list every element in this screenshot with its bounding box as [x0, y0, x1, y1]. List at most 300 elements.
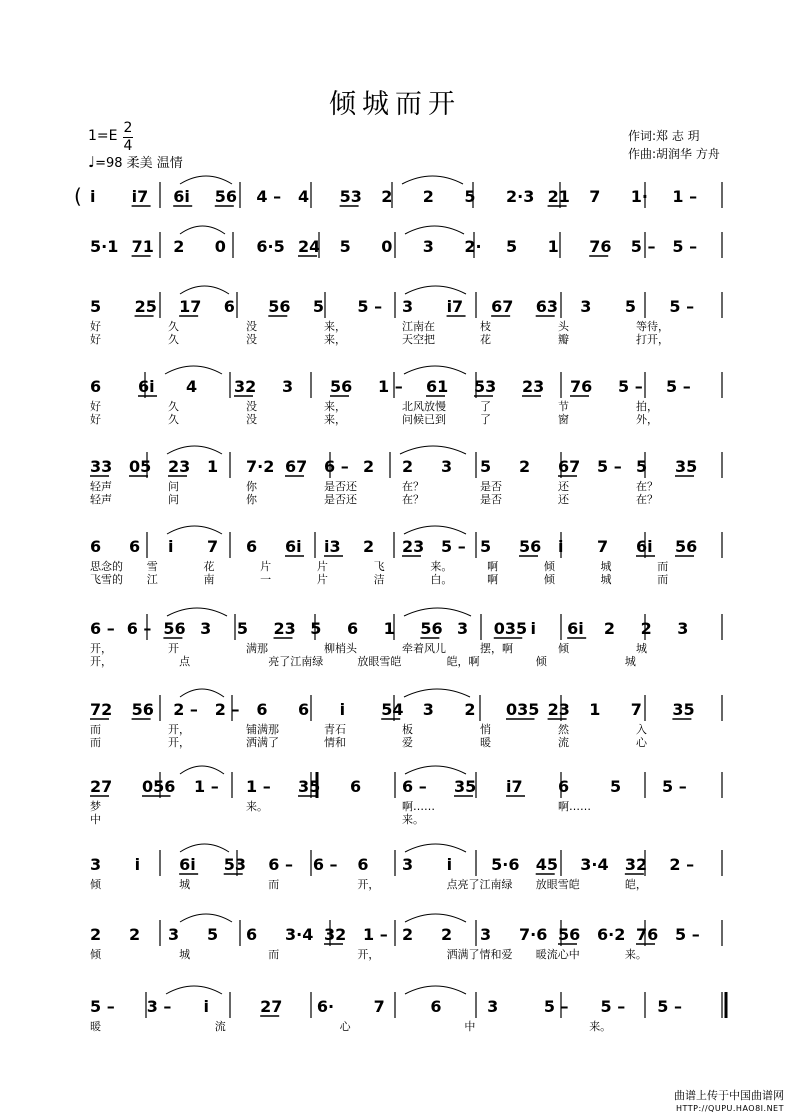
lyric-word: 暖	[90, 1020, 101, 1033]
lyric-word: 倾	[543, 573, 555, 586]
note: 6·	[316, 997, 335, 1016]
note: i7	[131, 187, 149, 206]
note: 27	[90, 777, 113, 796]
lyric-word: 久	[168, 333, 179, 346]
note: 56	[330, 377, 353, 396]
time-bottom: 4	[123, 138, 133, 154]
lyric-word: 中	[464, 1020, 476, 1033]
lyric-word: 洒满了	[246, 736, 279, 749]
note: 6 –	[126, 619, 152, 638]
footer-line1: 曲谱上传于中国曲谱网	[674, 1089, 784, 1102]
lyric-word: 而	[657, 573, 669, 586]
note: 1 –	[246, 777, 271, 796]
note: 56	[675, 537, 698, 556]
note: 6	[346, 619, 359, 638]
lyric-word: 是否还	[324, 480, 357, 493]
lyric-word: 来，	[324, 333, 346, 346]
note: 2	[441, 925, 453, 944]
note: 2	[603, 619, 616, 638]
note: 6 –	[90, 619, 115, 638]
note: 76	[636, 925, 659, 944]
note: 6	[90, 377, 102, 396]
lyric-word: 来，	[324, 320, 346, 333]
slur-arc	[180, 689, 224, 697]
note: 2	[402, 457, 414, 476]
note: 2	[381, 187, 393, 206]
lyric-word: 开，	[90, 642, 112, 655]
lyric-word: 还	[558, 493, 569, 506]
lyric-word: 入	[636, 723, 647, 736]
note: 56	[268, 297, 291, 316]
note: 76	[570, 377, 593, 396]
lyric-word: 久	[168, 320, 179, 333]
note: 5 –	[630, 237, 656, 256]
note: 035	[506, 700, 540, 719]
note: 56	[420, 619, 443, 638]
note: 5	[480, 537, 492, 556]
slur-arc	[405, 914, 466, 922]
note: 4 –	[256, 187, 282, 206]
lyric-word: 爱	[402, 736, 413, 749]
note: 5	[312, 297, 324, 316]
lyric-word: 来。	[402, 813, 424, 826]
lyric-word: 来，	[324, 400, 346, 413]
lyric-word: 城	[600, 573, 612, 586]
lyric-word: 而	[90, 723, 101, 736]
note: 67	[491, 297, 514, 316]
note: 1·	[630, 187, 649, 206]
slur-arc	[405, 844, 466, 852]
note: 5	[90, 297, 102, 316]
lyric-word: 倾	[543, 560, 555, 573]
note: 3	[422, 237, 434, 256]
note: 2	[363, 457, 375, 476]
note: 3 –	[146, 997, 172, 1016]
footer	[674, 1089, 784, 1115]
lyric-word: 啊	[487, 560, 499, 573]
note: 2	[464, 700, 476, 719]
slur-arc	[404, 526, 466, 534]
note: 3	[441, 457, 453, 476]
lyric-word: 青石	[324, 723, 346, 736]
slur-arc	[400, 446, 466, 454]
lyric-word: 情和	[324, 736, 346, 749]
slur-arc	[404, 366, 466, 374]
lyric-word: 片	[316, 573, 328, 586]
lyric-word: 节	[558, 400, 569, 413]
lyric-word: 轻声	[90, 480, 112, 493]
note: 7	[207, 537, 219, 556]
lyric-word: 中	[90, 813, 101, 826]
lyric-word: 一	[260, 573, 272, 586]
lyric-word: 天空把	[402, 333, 435, 346]
time-top: 2	[123, 120, 133, 136]
lyric-word: 在？	[402, 480, 424, 493]
lyric-word: 江	[146, 573, 158, 586]
lyric-word: 久	[168, 413, 179, 426]
lyric-word: 城	[600, 560, 612, 573]
note: 6	[350, 777, 362, 796]
note: 61	[426, 377, 449, 396]
note: 67	[285, 457, 308, 476]
lyric-word: 还	[558, 480, 569, 493]
note: 2	[519, 457, 531, 476]
note: 2 –	[214, 700, 240, 719]
slur-arc	[405, 286, 466, 294]
note: i	[339, 700, 346, 719]
lyric-word: 而	[90, 736, 101, 749]
note: 5	[310, 619, 322, 638]
note: 35	[675, 457, 698, 476]
lyric-word: 片	[260, 560, 272, 573]
lyric-word: 开，	[168, 723, 190, 736]
lyric-word: 开，	[357, 878, 380, 891]
opening-bracket: (	[74, 184, 82, 208]
note: 6i	[636, 537, 653, 556]
note: 7	[589, 187, 601, 206]
note: 5 –	[672, 237, 698, 256]
lyric-word: 流	[214, 1020, 226, 1033]
note: 17	[179, 297, 202, 316]
note: 5	[339, 237, 351, 256]
note: 035	[493, 619, 528, 638]
note: 45	[535, 855, 558, 874]
note: 5 –	[543, 997, 569, 1016]
note: 2·3	[506, 187, 535, 206]
lyric-word: 你	[246, 480, 257, 493]
note: 6 –	[324, 457, 349, 476]
lyric-word: 没	[246, 320, 257, 333]
note: i	[90, 187, 96, 206]
note: 23	[522, 377, 545, 396]
note: 5·6	[491, 855, 520, 874]
lyric-word: 问	[168, 480, 179, 493]
note: 35	[454, 777, 477, 796]
note: 71	[131, 237, 154, 256]
lyric-word: 开，	[90, 655, 112, 668]
note: 5	[480, 457, 492, 476]
note: 1	[383, 619, 395, 638]
note: i3	[324, 537, 341, 556]
note: 54	[381, 700, 404, 719]
lyric-word: 外，	[636, 413, 658, 426]
note: 76	[589, 237, 612, 256]
note: 67	[558, 457, 581, 476]
lyric-word: 啊……	[558, 800, 591, 813]
lyric-word: 点	[179, 655, 191, 668]
lyric-word: 满那	[246, 642, 268, 655]
note: i	[530, 619, 536, 638]
slur-arc	[180, 286, 229, 294]
lyric-word: 暖	[480, 736, 491, 749]
lyric-word: 流	[558, 736, 569, 749]
note: 23	[273, 619, 296, 638]
lyric-word: 没	[246, 400, 257, 413]
lyric-word: 雪	[146, 560, 158, 573]
note: 2 –	[173, 700, 198, 719]
note: 5	[207, 925, 219, 944]
lyric-word: 是否	[480, 493, 502, 506]
note: 72	[90, 700, 113, 719]
note: 23	[168, 457, 191, 476]
note: 3	[677, 619, 689, 638]
note: 6 –	[268, 855, 293, 874]
lyric-word: 而	[657, 560, 669, 573]
note: 2	[402, 925, 414, 944]
lyric-word: 点亮了江南绿	[446, 878, 513, 891]
lyric-word: 来。	[430, 560, 453, 573]
lyric-word: 铺满那	[246, 723, 279, 736]
lyric-word: 是否还	[324, 493, 357, 506]
lyric-word: 来，	[324, 413, 346, 426]
lyric-word: 板	[402, 723, 413, 736]
lyric-word: 飞雪的	[90, 573, 123, 586]
lyricist: 作词:郑 志 玥	[628, 129, 700, 143]
note: 5 –	[618, 377, 643, 396]
slur-arc	[165, 366, 222, 374]
lyric-word: 梦	[90, 800, 101, 813]
note: 5 –	[600, 997, 626, 1016]
note: 35	[298, 777, 321, 796]
lyric-word: 来。	[624, 948, 647, 961]
note: 05	[129, 457, 152, 476]
note: 7·2	[246, 457, 275, 476]
note: 2	[363, 537, 375, 556]
lyric-word: 拍，	[636, 400, 658, 413]
lyric-word: 好	[90, 400, 101, 413]
note: 6	[129, 537, 141, 556]
note: 33	[90, 457, 113, 476]
lyric-word: 倾	[90, 948, 101, 961]
slur-arc	[167, 446, 222, 454]
lyric-word: 放眼雪皑	[535, 878, 580, 891]
key-label: 1=E	[88, 128, 118, 144]
note: i	[446, 855, 453, 874]
lyric-word: 了	[480, 413, 491, 426]
note: 6·2	[597, 925, 626, 944]
lyric-word: 窗	[558, 413, 569, 426]
note: 6i	[173, 187, 190, 206]
note: 3	[480, 925, 492, 944]
lyric-word: 江南在	[402, 320, 435, 333]
note: 53	[223, 855, 246, 874]
lyric-word: 城	[179, 948, 191, 961]
note: 5 –	[662, 777, 687, 796]
lyric-word: 思念的	[90, 560, 123, 573]
lyric-word: 来。	[246, 800, 268, 813]
note: 1 –	[363, 925, 388, 944]
note: 23	[547, 700, 570, 719]
note: 5	[610, 777, 622, 796]
lyric-word: 问	[168, 493, 179, 506]
note: 3	[282, 377, 294, 396]
note: 6i	[285, 537, 302, 556]
note: 5 –	[90, 997, 115, 1016]
lyric-word: 倾	[90, 878, 101, 891]
note: 25	[134, 297, 157, 316]
slur-arc	[404, 689, 470, 697]
lyric-word: 而	[268, 948, 280, 961]
note: 1 –	[672, 187, 698, 206]
note: 5 –	[597, 457, 622, 476]
note-icon: ♩	[88, 153, 96, 171]
note: 7·6	[519, 925, 548, 944]
note: 56	[214, 187, 238, 206]
lyric-word: 然	[558, 723, 569, 736]
note: 21	[547, 187, 570, 206]
lyric-word: 啊……	[402, 800, 435, 813]
note: 56	[131, 700, 154, 719]
lyric-word: 头	[558, 320, 569, 333]
slur-arc	[180, 844, 229, 852]
lyric-word: 开，	[168, 736, 190, 749]
note: 2	[90, 925, 102, 944]
note: 56	[163, 619, 186, 638]
lyric-word: 等待，	[636, 320, 669, 333]
note: 56	[519, 537, 542, 556]
lyric-word: 城	[624, 655, 636, 668]
lyric-word: 城	[179, 878, 191, 891]
note: 3	[580, 297, 592, 316]
lyric-word: 心	[339, 1020, 351, 1033]
note: 56	[558, 925, 581, 944]
slur-arc	[405, 986, 466, 994]
note: 1 –	[194, 777, 219, 796]
lyric-word: 亮了江南绿	[268, 655, 324, 668]
note: 6	[298, 700, 310, 719]
lyric-word: 片	[316, 560, 328, 573]
note: 6·5	[256, 237, 285, 256]
slur-arc	[180, 766, 224, 774]
note: 6i	[567, 619, 584, 638]
note: 5	[624, 297, 636, 316]
note: 6 –	[402, 777, 427, 796]
lyric-word: 倾	[558, 642, 569, 655]
note: 3·4	[285, 925, 314, 944]
note: 3·4	[580, 855, 609, 874]
note: 6	[90, 537, 102, 556]
lyric-word: 摆，啊	[480, 642, 513, 655]
note: 6i	[179, 855, 196, 874]
lyric-word: 悄	[480, 723, 491, 736]
note: 6	[256, 700, 268, 719]
slur-arc	[405, 226, 464, 234]
note: i	[168, 537, 174, 556]
note: 53	[474, 377, 497, 396]
lyric-word: 好	[90, 320, 101, 333]
lyric-word: 城	[636, 642, 647, 655]
note: 2	[129, 925, 141, 944]
note: 53	[339, 187, 362, 206]
lyric-word: 瓣	[558, 333, 569, 346]
slur-arc	[167, 526, 222, 534]
lyric-word: 暖流心中	[535, 948, 580, 961]
lyric-word: 在？	[636, 480, 658, 493]
lyric-word: 打开，	[636, 333, 669, 346]
note: 4	[186, 377, 198, 396]
note: 3	[168, 925, 180, 944]
note: 7	[597, 537, 609, 556]
lyric-word: 白。	[430, 573, 453, 586]
note: 2 –	[669, 855, 695, 874]
lyric-word: 柳梢头	[324, 642, 357, 655]
note: 2·	[464, 237, 482, 256]
lyric-word: 洁	[373, 573, 385, 586]
lyric-word: 心	[636, 736, 647, 749]
lyric-word: 没	[246, 413, 257, 426]
lyric-word: 放眼雪皑	[357, 655, 402, 668]
note: 5 –	[675, 925, 700, 944]
lyric-word: 倾	[535, 655, 547, 668]
note: 2	[640, 619, 652, 638]
note: 5	[636, 457, 648, 476]
note: 3	[422, 700, 434, 719]
slur-arc	[404, 608, 471, 616]
note: 0	[214, 237, 226, 256]
note: i7	[506, 777, 523, 796]
note: 5	[236, 619, 248, 638]
note: 0	[381, 237, 393, 256]
slur-arc	[166, 986, 222, 994]
lyric-word: 在？	[636, 493, 658, 506]
note: 6	[357, 855, 369, 874]
note: 5 –	[657, 997, 682, 1016]
slur-arc	[405, 766, 466, 774]
note: 1	[207, 457, 219, 476]
note: 6	[246, 925, 258, 944]
lyric-word: 开	[168, 642, 179, 655]
slur-arc	[180, 914, 232, 922]
slur-arc	[402, 176, 463, 184]
note: 6	[430, 997, 442, 1016]
note: 5·1	[90, 237, 119, 256]
lyric-word: 你	[246, 493, 257, 506]
footer-url: HTTP://QUPU.HAO8I.NET	[676, 1104, 784, 1113]
lyric-word: 没	[246, 333, 257, 346]
lyric-word: 好	[90, 333, 101, 346]
note: 63	[535, 297, 558, 316]
tempo-text: =98 柔美 温情	[95, 156, 183, 171]
note: i	[203, 997, 209, 1016]
note: 3	[200, 619, 212, 638]
note: 3	[402, 855, 414, 874]
note: i	[134, 855, 141, 874]
note: 5	[464, 187, 476, 206]
note: 056	[142, 777, 176, 796]
note: 5	[506, 237, 518, 256]
lyric-word: 而	[268, 878, 280, 891]
note: 32	[234, 377, 257, 396]
note: 6	[558, 777, 570, 796]
composer: 作曲:胡润华 方舟	[628, 147, 720, 161]
slur-arc	[167, 608, 227, 616]
note: 24	[298, 237, 321, 256]
note: 6	[246, 537, 258, 556]
song-title: 倾城而开	[329, 89, 461, 120]
note: 1	[547, 237, 559, 256]
lyric-word: 皑，啊	[446, 655, 480, 668]
note: 6	[223, 297, 235, 316]
lyric-word: 洒满了情和爱	[446, 948, 513, 961]
slur-arc	[180, 226, 225, 234]
note: 3	[90, 855, 102, 874]
note: 32	[324, 925, 347, 944]
lyric-word: 在？	[402, 493, 424, 506]
note: 3	[402, 297, 414, 316]
lyric-word: 飞	[373, 560, 385, 573]
lyric-word: 皑，	[624, 878, 647, 891]
note: 3	[487, 997, 499, 1016]
